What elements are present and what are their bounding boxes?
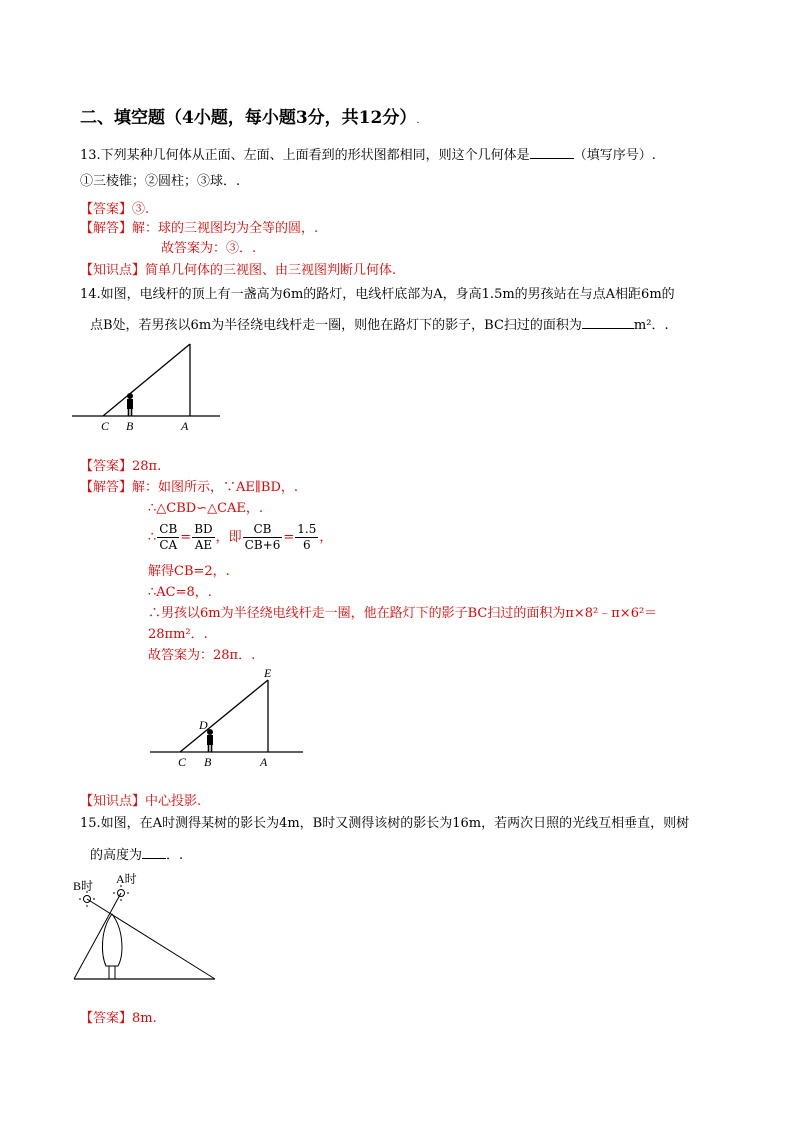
fraction-bd-ae: $\frac{BD}{AE}$ — [194, 522, 213, 552]
q14-solution-line2: ∴△CBD∽△CAE，. — [148, 501, 264, 516]
q14-solution-line7: 28πm²．. — [148, 627, 208, 642]
fig2-label-d: D — [199, 718, 208, 732]
fraction-1-5-6: $\frac{1.5}{6}$ — [297, 522, 317, 552]
q13-options: ①三棱锥；②圆柱；③球．. — [80, 174, 241, 189]
fraction-cb-cb6: $\frac{CB}{CB+6}$ — [244, 522, 281, 552]
q14-solution-line4: 解得CB=2，. — [148, 564, 230, 579]
q13-answer: 【答案】③. — [80, 202, 150, 217]
q14-solution-line3: ∴ $\frac{CB}{CA}$ = $\frac{BD}{AE}$ ，即 $\frac{CB}{CB+6}$ = $\frac{1.5}{6}$ ， — [148, 522, 333, 552]
q13-stem: 13.下列某种几何体从正面、左面、上面看到的形状图都相同，则这个几何体是 （填写序号）. — [80, 148, 656, 163]
q14-solution-line6: ∴男孩以6m为半径绕电线杆走一圈，他在路灯下的影子BC扫过的面积为π×8²﹣π×6²＝ — [148, 606, 658, 621]
q14-solution-line1: 【解答】解：如图所示，∵AE∥BD，. — [80, 480, 299, 495]
fig2-label-a: A — [260, 755, 268, 769]
q13-final: 故答案为：③．. — [161, 241, 257, 256]
q14-answer: 【答案】28π. — [80, 459, 162, 474]
fig1-label-b: B — [126, 419, 134, 433]
fig2-label-b: B — [204, 755, 212, 769]
fig1-label-c: C — [101, 419, 110, 433]
fig2-label-e: E — [264, 666, 272, 680]
q15-stem-line2: 的高度为 ．. — [90, 848, 184, 863]
q14-stem-line2: 点B处，若男孩以6m为半径绕电线杆走一圈，则他在路灯下的影子，BC扫过的面积为 m²．. — [90, 318, 669, 333]
q15-stem-line1: 15.如图，在A时测得某树的影长为4m，B时又测得该树的影长为16m，若两次日照的光线互相垂直，则树 — [80, 816, 690, 831]
q13-knowledge: 【知识点】简单几何体的三视图、由三视图判断几何体. — [80, 263, 397, 278]
q15-answer: 【答案】8m. — [80, 1011, 157, 1026]
fig3-label-b-time: B时 — [73, 879, 94, 893]
fig2-label-c: C — [178, 755, 187, 769]
fig1-label-a: A — [181, 419, 189, 433]
q14-stem-line1: 14.如图，电线杆的顶上有一盏高为6m的路灯，电线杆底部为A，身高1.5m的男孩站在与点A相距6m的 — [80, 287, 675, 302]
q14-solution-line8: 故答案为：28π．. — [148, 648, 256, 663]
fig3-label-a-time: A时 — [116, 872, 137, 886]
q13-solution: 【解答】解：球的三视图均为全等的圆，. — [80, 221, 319, 236]
fraction-cb-ca: $\frac{CB}{CA}$ — [159, 522, 178, 552]
q14-knowledge: 【知识点】中心投影. — [80, 794, 202, 809]
q14-solution-line5: ∴AC=8，. — [148, 585, 212, 600]
tree-icon — [102, 914, 121, 979]
section-title: 二、填空题（4小题，每小题3分，共12分）. — [80, 108, 420, 128]
